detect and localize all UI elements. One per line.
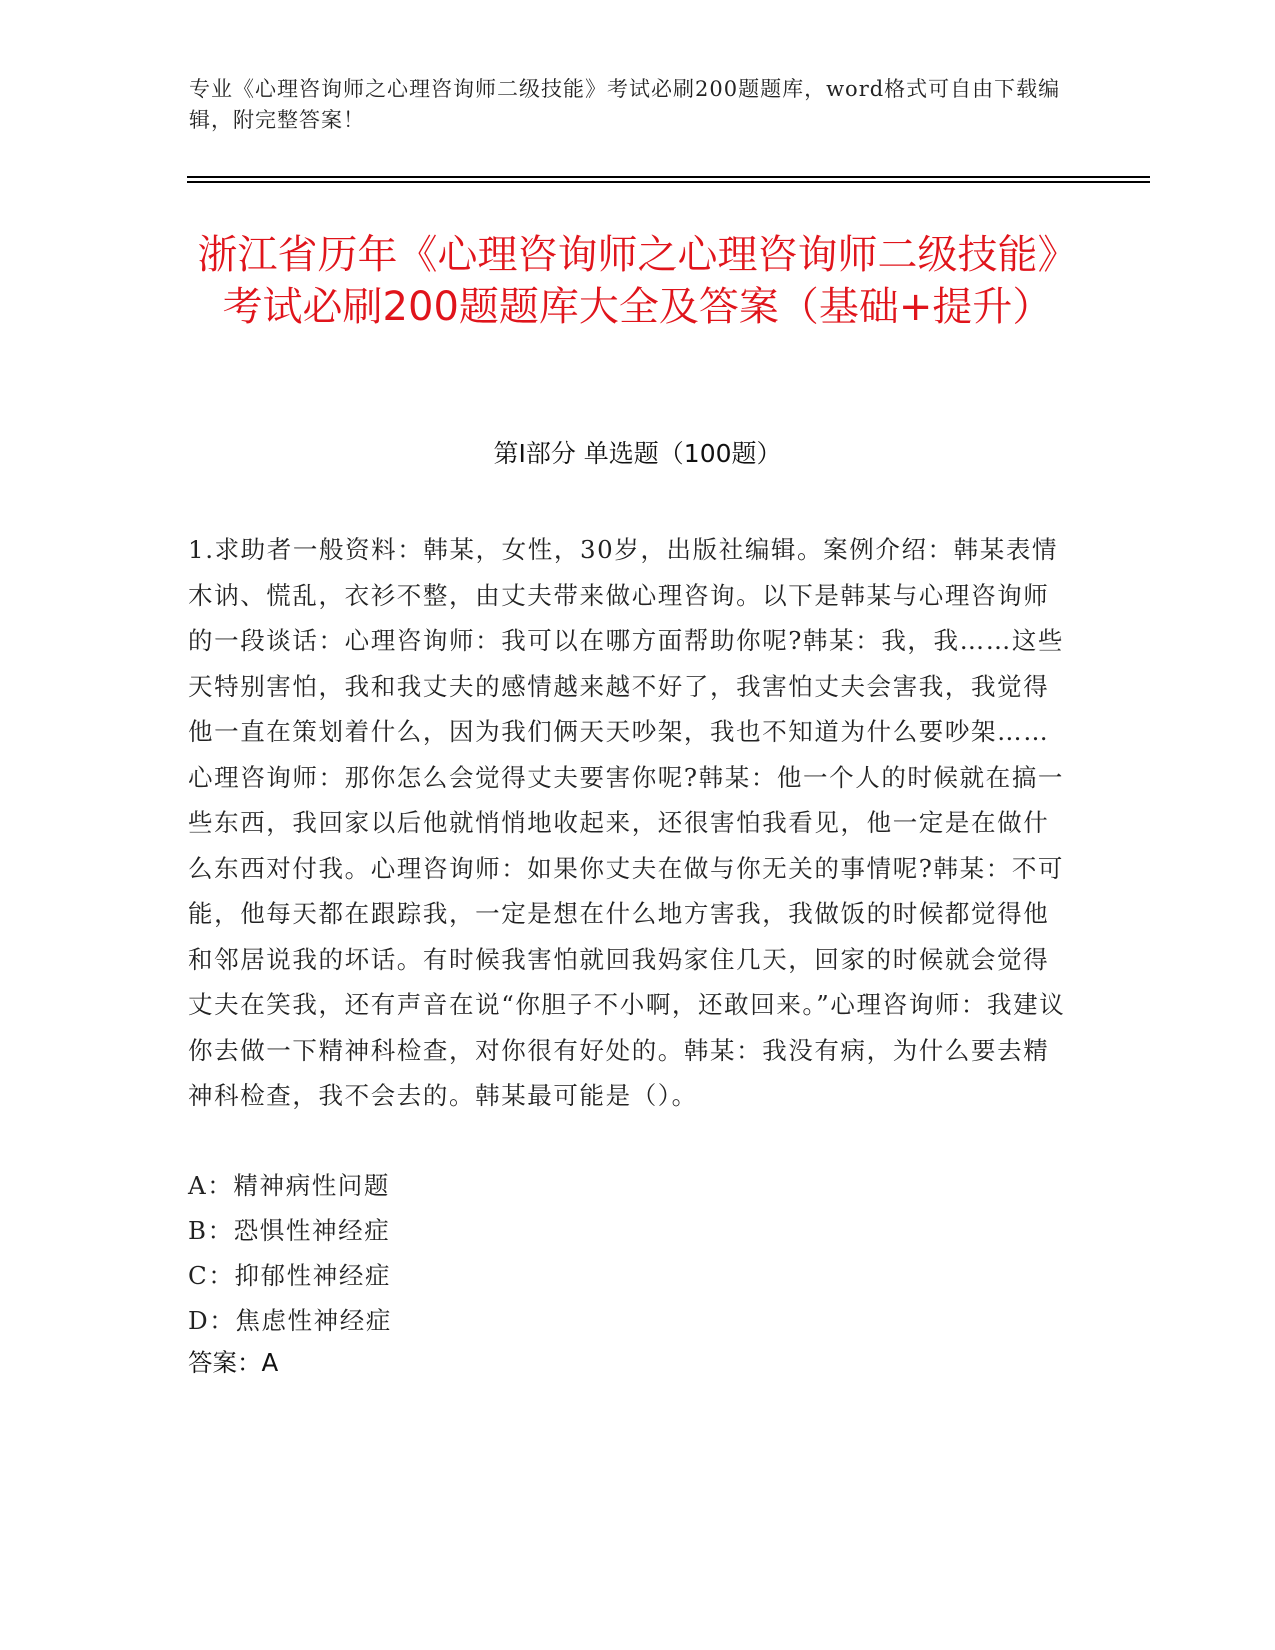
option-b: B：恐惧性神经症: [188, 1216, 391, 1245]
option-d: D：焦虑性神经症: [188, 1306, 392, 1335]
option-c: C：抑郁性神经症: [188, 1261, 392, 1290]
header-divider-thick: [187, 181, 1150, 183]
document-title: 浙江省历年《心理咨询师之心理咨询师二级技能》考试必刷200题题库大全及答案（基础+提升）: [197, 232, 1078, 330]
option-a: A：精神病性问题: [188, 1171, 390, 1200]
section-heading: 第I部分 单选题（100题）: [493, 439, 782, 468]
question-1-answer: 答案：A: [188, 1348, 279, 1377]
question-1-text: 1.求助者一般资料：韩某，女性，30岁，出版社编辑。案例介绍：韩某表情木讷、慌乱，衣衫不整，由丈夫带来做心理咨询。以下是韩某与心理咨询师的一段谈话：心理咨询师：我可以在哪方面帮助你呢?韩某：我，我……这些天特别害怕，我和我丈夫的感情越来越不好了，我害怕丈夫会害我，我觉得他一直在策划着什么，因为我们俩天天吵架，我也不知道为什么要吵架……心理咨询师：那你怎么会觉得丈夫要害你呢?韩某：他一个人的时候就在搞一些东西，我回家以后他就悄悄地收起来，还很害怕我看见，他一定是在做什么东西对付我。心理咨询师：如果你丈夫在做与你无关的事情呢?韩某：不可能，他每天都在跟踪我，一定是想在什么地方害我，我做饭的时候都觉得他和邻居说我的坏话。有时候我害怕就回我妈家住几天，回家的时候就会觉得丈夫在笑我，还有声音在说“你胆子不小啊，还敢回来。”心理咨询师：我建议你去做一下精神科检查，对你很有好处的。韩某：我没有病，为什么要去精神科检查，我不会去的。韩某最可能是（）。: [188, 535, 1066, 1110]
header-divider-thin: [187, 176, 1150, 178]
question-1-options: [188, 1163, 1068, 1343]
header-note: 专业《心理咨询师之心理咨询师二级技能》考试必刷200题题库，word格式可自由下载编辑，附完整答案！: [189, 77, 1061, 132]
